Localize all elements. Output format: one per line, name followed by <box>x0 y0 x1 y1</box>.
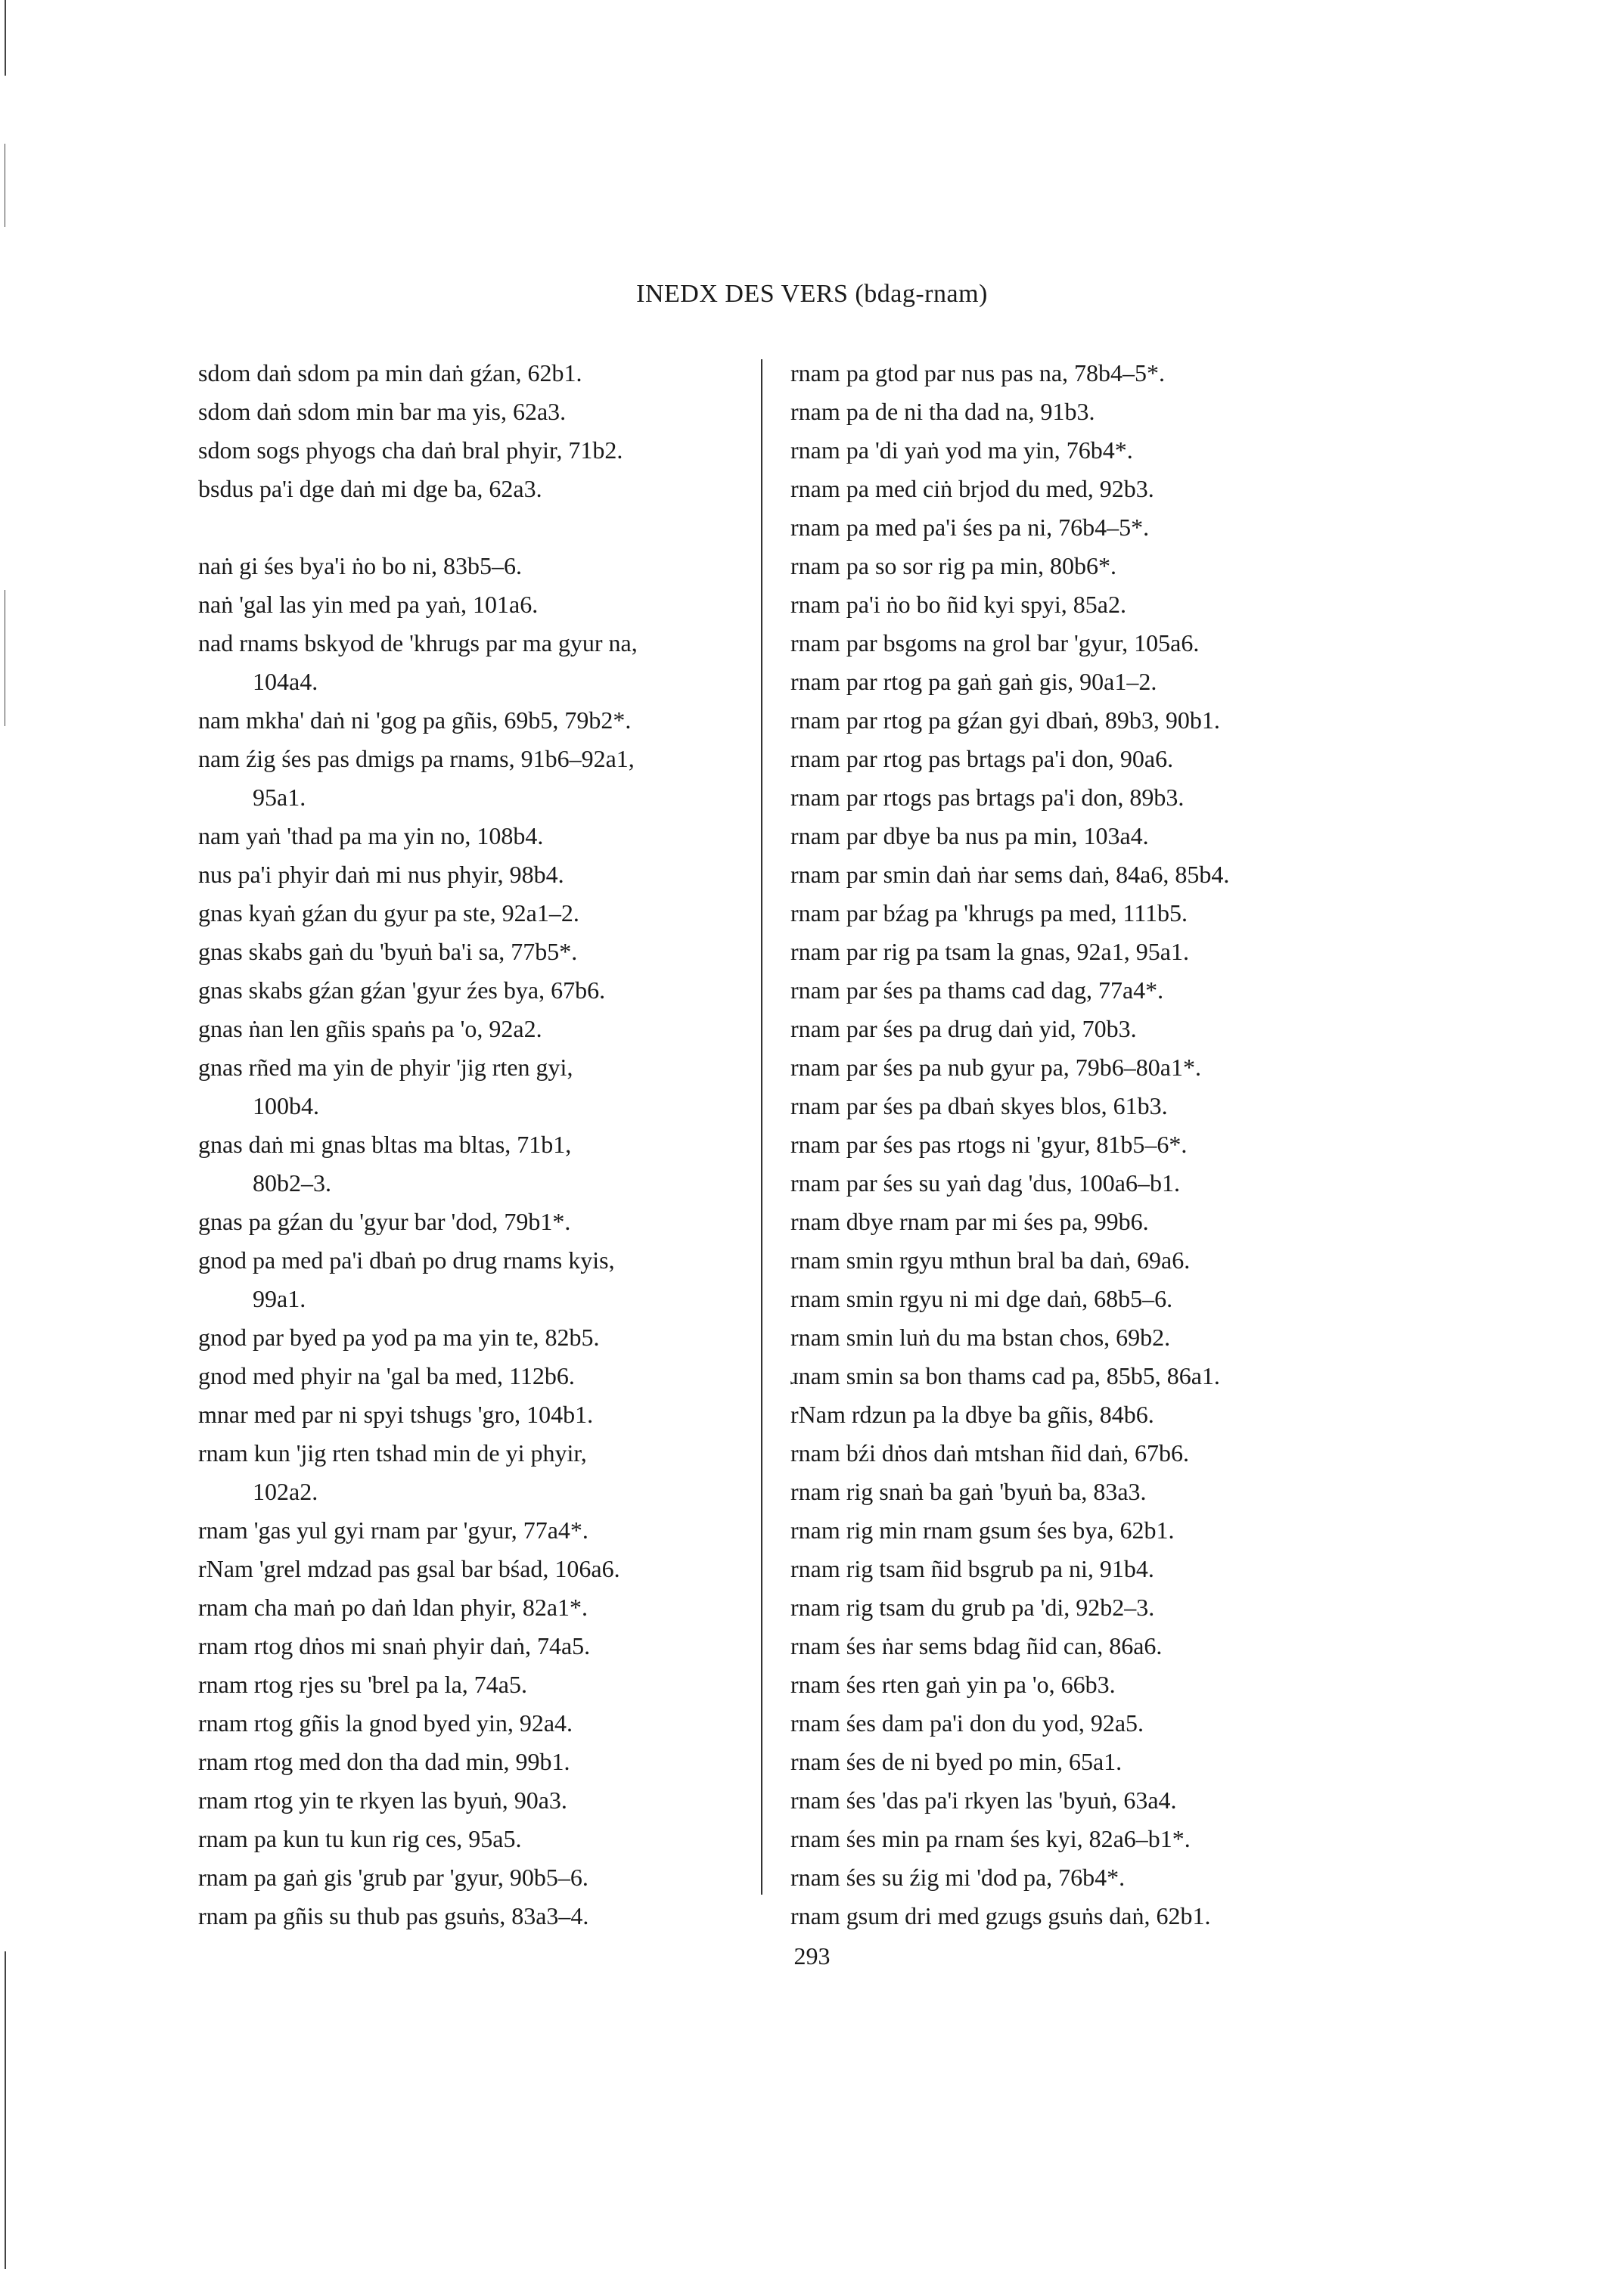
index-entry: rnam pa kun tu kun rig ces, 95a5. <box>198 1825 522 1852</box>
index-entry: rnam śes 'das pa'i rkyen las 'byuṅ, 63a4. <box>790 1786 1177 1814</box>
index-entry: rNam rdzun pa la dbye ba gñis, 84b6. <box>790 1401 1154 1428</box>
index-entry: nam mkha' daṅ ni 'gog pa gñis, 69b5, 79b2*. <box>198 706 632 734</box>
index-entry: rnam pa med ciṅ brjod du med, 92b3. <box>790 475 1154 502</box>
index-entry: rnam rtog gñis la gnod byed yin, 92a4. <box>198 1709 573 1737</box>
index-entry: ɹnam smin sa bon thams cad pa, 85b5, 86a1. <box>790 1362 1220 1389</box>
index-entry: rnam par śes pa thams cad dag, 77a4*. <box>790 976 1164 1004</box>
index-entry: gnas skabs gaṅ du 'byuṅ ba'i sa, 77b5*. <box>198 938 578 965</box>
index-entry: rnam par śes su yaṅ dag 'dus, 100a6–b1. <box>790 1169 1180 1197</box>
entry-gap <box>198 508 743 547</box>
index-entry: gnas pa gźan du 'gyur bar 'dod, 79b1*. <box>198 1208 571 1235</box>
index-column-right <box>790 354 1365 1935</box>
index-entry: sdom daṅ sdom pa min daṅ gźan, 62b1. <box>198 359 582 386</box>
index-entry: rnam rig min rnam gsum śes bya, 62b1. <box>790 1516 1175 1544</box>
index-entry: rnam śes rten gaṅ yin pa 'o, 66b3. <box>790 1671 1116 1698</box>
index-entry-continuation: 104a4. <box>253 668 318 695</box>
index-entry: nam źig śes pas dmigs pa rnams, 91b6–92a1, <box>198 745 635 772</box>
index-entry: rnam pa de ni tha dad na, 91b3. <box>790 398 1095 425</box>
index-entry: rnam par dbye ba nus pa min, 103a4. <box>790 822 1149 849</box>
index-entry-continuation: 80b2–3. <box>253 1169 331 1197</box>
index-entry: rnam dbye rnam par mi śes pa, 99b6. <box>790 1208 1149 1235</box>
index-entry: rnam rig snaṅ ba gaṅ 'byuṅ ba, 83a3. <box>790 1478 1147 1505</box>
index-entry: rnam pa 'di yaṅ yod ma yin, 76b4*. <box>790 436 1133 464</box>
index-entry: gnod par byed pa yod pa ma yin te, 82b5. <box>198 1324 600 1351</box>
index-entry: rnam rig tsam du grub pa 'di, 92b2–3. <box>790 1594 1155 1621</box>
index-entry: rnam rtog yin te rkyen las byuṅ, 90a3. <box>198 1786 567 1814</box>
index-entry: rnam kun 'jig rten tshad min de yi phyir, <box>198 1439 587 1467</box>
index-column-left <box>198 354 743 1935</box>
index-entry: rnam pa med pa'i śes pa ni, 76b4–5*. <box>790 514 1150 541</box>
index-entry-continuation: 95a1. <box>253 784 306 811</box>
index-entry: rnam gsum dri med gzugs gsuṅs daṅ, 62b1. <box>790 1902 1211 1929</box>
index-entry: rnam par rtog pas brtags pa'i don, 90a6. <box>790 745 1174 772</box>
index-entry: rnam smin rgyu ni mi dge daṅ, 68b5–6. <box>790 1285 1173 1312</box>
index-entry: rnam par rtog pa gaṅ gaṅ gis, 90a1–2. <box>790 668 1157 695</box>
index-entry: rnam rtog rjes su 'brel pa la, 74a5. <box>198 1671 527 1698</box>
index-entry: naṅ gi śes bya'i ṅo bo ni, 83b5–6. <box>198 552 522 579</box>
index-entry: rnam rig tsam ñid bsgrub pa ni, 91b4. <box>790 1555 1154 1582</box>
index-entry: rnam par rtog pa gźan gyi dbaṅ, 89b3, 90b1. <box>790 706 1220 734</box>
index-entry: rnam pa gtod par nus pas na, 78b4–5*. <box>790 359 1166 386</box>
index-entry: rnam par śes pa dbaṅ skyes blos, 61b3. <box>790 1092 1168 1119</box>
index-entry: gnas skabs gźan gźan 'gyur źes bya, 67b6. <box>198 976 606 1004</box>
index-entry: rnam smin rgyu mthun bral ba daṅ, 69a6. <box>790 1246 1191 1274</box>
index-entry: rnam bźi dṅos daṅ mtshan ñid daṅ, 67b6. <box>790 1439 1190 1467</box>
index-entry: mnar med par ni spyi tshugs 'gro, 104b1. <box>198 1401 594 1428</box>
index-entry: naṅ 'gal las yin med pa yaṅ, 101a6. <box>198 591 539 618</box>
page-title: INEDX DES VERS (bdag-rnam) <box>636 280 988 308</box>
index-entry-continuation: 99a1. <box>253 1285 306 1312</box>
index-entry: gnas daṅ mi gnas bltas ma bltas, 71b1, <box>198 1131 572 1158</box>
index-entry: rnam cha maṅ po daṅ ldan phyir, 82a1*. <box>198 1594 588 1621</box>
index-entry: rnam śes de ni byed po min, 65a1. <box>790 1748 1123 1775</box>
index-entry-continuation: 102a2. <box>253 1478 318 1505</box>
index-entry: rnam par śes pa drug daṅ yid, 70b3. <box>790 1015 1137 1042</box>
index-entry: gnas rñed ma yin de phyir 'jig rten gyi, <box>198 1054 573 1081</box>
scan-margin-line <box>5 0 6 76</box>
index-entry: gnas kyaṅ gźan du gyur pa ste, 92a1–2. <box>198 899 579 927</box>
index-entry: rnam par śes pas rtogs ni 'gyur, 81b5–6*. <box>790 1131 1188 1158</box>
index-entry: gnod med phyir na 'gal ba med, 112b6. <box>198 1362 575 1389</box>
index-entry: rnam śes su źig mi 'dod pa, 76b4*. <box>790 1864 1126 1891</box>
column-divider <box>761 359 762 1895</box>
index-entry: rnam par bźag pa 'khrugs pa med, 111b5. <box>790 899 1188 927</box>
index-entry: bsdus pa'i dge daṅ mi dge ba, 62a3. <box>198 475 542 502</box>
index-entry: rnam 'gas yul gyi rnam par 'gyur, 77a4*. <box>198 1516 588 1544</box>
index-entry: rnam smin luṅ du ma bstan chos, 69b2. <box>790 1324 1171 1351</box>
index-entry: rnam par rig pa tsam la gnas, 92a1, 95a1. <box>790 938 1189 965</box>
index-entry: nad rnams bskyod de 'khrugs par ma gyur na, <box>198 629 638 657</box>
index-entry: rnam rtog med don tha dad min, 99b1. <box>198 1748 570 1775</box>
index-entry: rnam pa gaṅ gis 'grub par 'gyur, 90b5–6. <box>198 1864 588 1891</box>
index-entry: nus pa'i phyir daṅ mi nus phyir, 98b4. <box>198 861 564 888</box>
index-entry: rnam pa gñis su thub pas gsuṅs, 83a3–4. <box>198 1902 589 1929</box>
index-entry: rnam par bsgoms na grol bar 'gyur, 105a6. <box>790 629 1200 657</box>
index-entry: rnam pa so sor rig pa min, 80b6*. <box>790 552 1117 579</box>
index-entry: nam yaṅ 'thad pa ma yin no, 108b4. <box>198 822 544 849</box>
index-entry: rnam śes min pa rnam śes kyi, 82a6–b1*. <box>790 1825 1191 1852</box>
index-entry: rnam par śes pa nub gyur pa, 79b6–80a1*. <box>790 1054 1201 1081</box>
index-entry: rnam śes dam pa'i don du yod, 92a5. <box>790 1709 1144 1737</box>
index-entry: rNam 'grel mdzad pas gsal bar bśad, 106a6. <box>198 1555 620 1582</box>
index-entry: rnam par smin daṅ ṅar sems daṅ, 84a6, 85b4. <box>790 861 1230 888</box>
index-entry: gnod pa med pa'i dbaṅ po drug rnams kyis, <box>198 1246 615 1274</box>
scan-margin-line <box>5 1951 6 2269</box>
index-entry-continuation: 100b4. <box>253 1092 319 1119</box>
index-entry: rnam par rtogs pas brtags pa'i don, 89b3. <box>790 784 1185 811</box>
index-entry: sdom daṅ sdom min bar ma yis, 62a3. <box>198 398 567 425</box>
page-number: 293 <box>793 1942 831 1970</box>
index-entry: sdom sogs phyogs cha daṅ bral phyir, 71b2. <box>198 436 623 464</box>
index-entry: gnas ṅan len gñis spaṅs pa 'o, 92a2. <box>198 1015 542 1042</box>
index-entry: rnam śes ṅar sems bdag ñid can, 86a6. <box>790 1632 1163 1659</box>
index-entry: rnam pa'i ṅo bo ñid kyi spyi, 85a2. <box>790 591 1126 618</box>
index-entry: rnam rtog dṅos mi snaṅ phyir daṅ, 74a5. <box>198 1632 591 1659</box>
